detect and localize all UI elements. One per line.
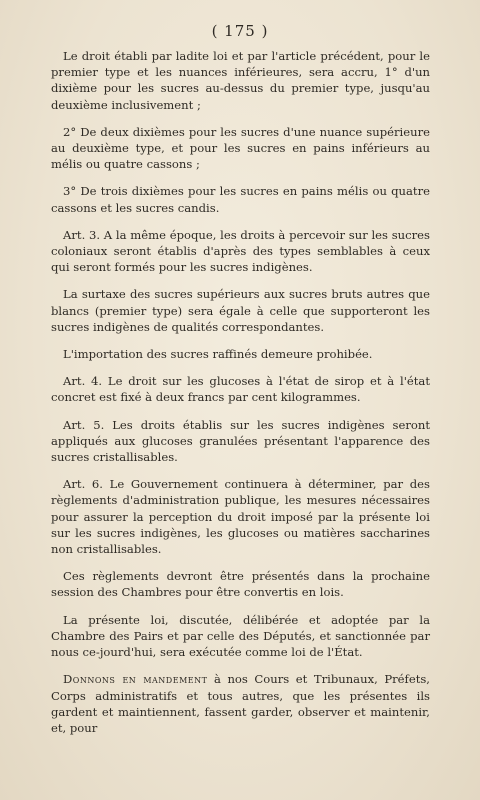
paragraph-2: 2° De deux dixièmes pour les sucres d'une nuance supérieure au deuxième type, et pour les sucres en pains inférieurs au mélis ou quatre cassons ; [51,124,430,172]
paragraph-art-3: Art. 3. A la même époque, les droits à percevoir sur les sucres coloniaux seront établis d'après des types semblables à ceux qui seront formés pour les sucres indigènes. [51,227,430,275]
mandement-lead: Donnons en mandement [63,672,208,687]
paragraph-art-4: Art. 4. Le droit sur les glucoses à l'état de sirop et à l'état concret est fixé à deux francs par cent kilogrammes. [51,374,430,405]
paragraph-reglements: Ces règlements devront être présentés dans la prochaine session des Chambres pour être convertis en lois. [51,569,430,600]
paragraph-art-5: Art. 5. Les droits établis sur les sucres indigènes seront appliqués aux glucoses granulées présentant l'apparence des sucres cristallisables. [51,417,430,465]
paragraph-mandement [51,671,430,736]
paragraph-art-6: Art. 6. Le Gouvernement continuera à déterminer, par des règlements d'administration publique, les mesures nécessaires pour assurer la perception du droit imposé par la présente loi sur les sucres indigènes, les glucoses ou matières saccharines non cristallisables. [51,477,430,557]
paragraph-surtaxe: La surtaxe des sucres supérieurs aux sucres bruts autres que blancs (premier type) sera égale à celle que supporteront les sucres indigènes de qualités correspondantes. [51,287,430,334]
paragraph-presente-loi: La présente loi, discutée, délibérée et adoptée par la Chambre des Pairs et par celle des Députés, et sanctionnée par nous ce-jourd'hui, sera exécutée comme loi de l'État. [51,612,430,660]
paragraph-importation: L'importation des sucres raffinés demeure prohibée. [63,347,373,362]
paragraph-3: 3° De trois dixièmes pour les sucres en pains mélis ou quatre cassons et les sucres candis. [51,184,430,215]
paragraph-1: Le droit établi par ladite loi et par l'article précédent, pour le premier type et les nuances inférieures, sera accru, 1° d'un dixième pour les sucres au-dessus du premier type, jusqu'au deuxième inclusivement ; [51,49,430,112]
mandement-text: à nos Cours et Tribunaux, Préfets, Corps administratifs et tous autres, que les présentes ils gardent et maintiennent, fassent garder, observer et maintenir, et, pour [51,672,430,735]
page-number: ( 175 ) [211,22,269,40]
body-text [51,48,430,747]
